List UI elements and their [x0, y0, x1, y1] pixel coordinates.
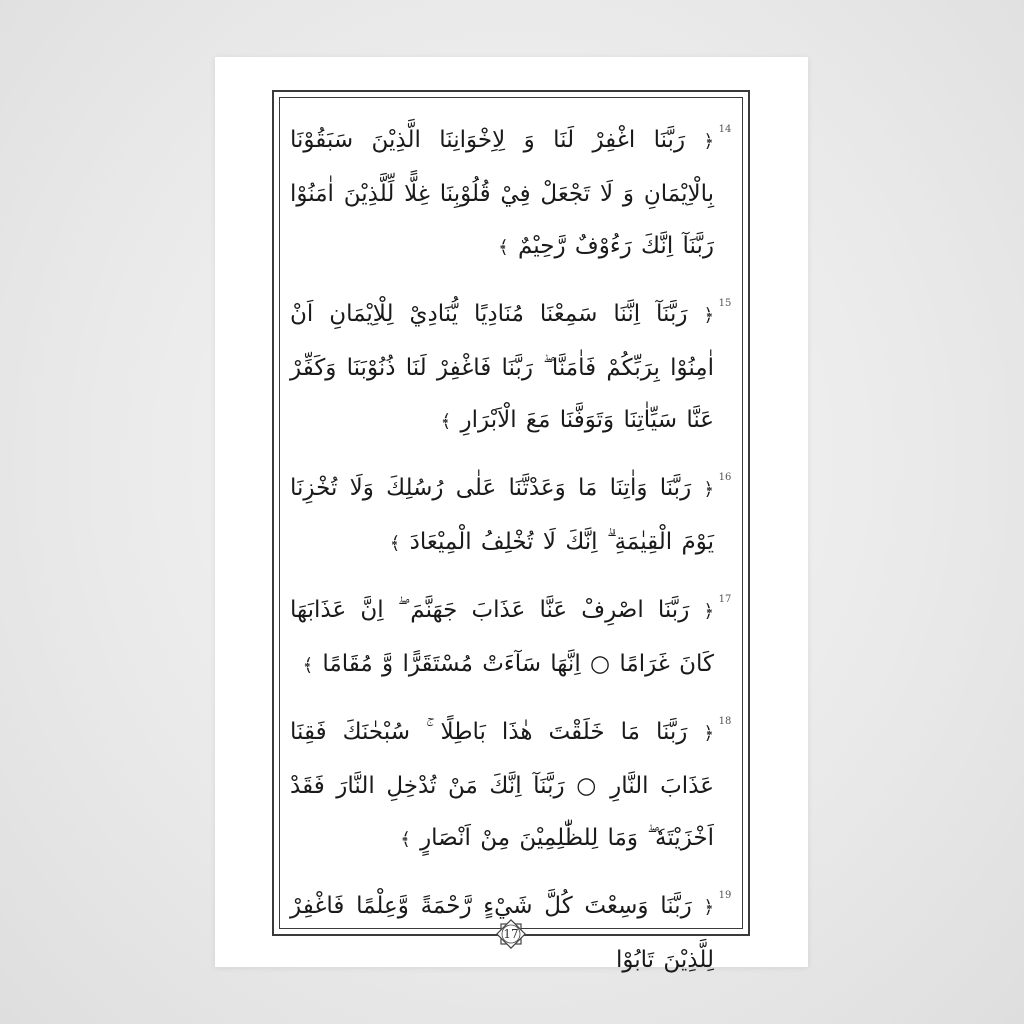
close-bracket: ﴾ [440, 411, 452, 432]
verse-body: رَبَّنَآ اِنَّنَا سَمِعْنَا مُنَادِيًا يُّنَادِيْ لِلْاِيْمَانِ اَنْ اٰمِنُوْا بِرَبِّكُمْ فَاٰمَنَّا ۖ رَبَّنَا فَاغْفِرْ لَنَا ذُنُوْبَنَا وَكَفِّرْ عَنَّا سَيِّاٰتِنَا وَتَوَفَّنَا مَعَ الْاَبْرَارِ [290, 301, 714, 433]
verse-text [290, 584, 714, 692]
open-bracket: ﴿ [703, 897, 714, 918]
verse-body: رَبَّنَا اغْفِرْ لَنَا وَ لِاِخْوَانِنَا الَّذِيْنَ سَبَقُوْنَا بِالْاِيْمَانِ وَ لَا تَجْعَلْ فِيْ قُلُوْبِنَا غِلًّا لِّلَّذِيْنَ اٰمَنُوْا رَبَّنَآ اِنَّكَ رَءُوْفٌ رَّحِيْمٌ [290, 127, 714, 259]
close-bracket: ﴾ [302, 655, 314, 676]
page-number-badge [494, 917, 528, 951]
verse-number: 19 [718, 890, 732, 901]
open-bracket: ﴿ [703, 479, 714, 500]
open-bracket: ﴿ [703, 601, 714, 622]
verse-text [290, 462, 714, 570]
verse-list [290, 114, 732, 973]
open-bracket: ﴿ [703, 305, 714, 326]
verse-14 [290, 114, 732, 274]
verse-text [290, 114, 714, 274]
verse-number: 14 [718, 124, 732, 135]
verse-body: رَبَّنَا مَا خَلَقْتَ هٰذَا بَاطِلًا ۚ سُبْحٰنَكَ فَقِنَا عَذَابَ النَّارِ ○ رَبَّنَآ اِنَّكَ مَنْ تُدْخِلِ النَّارَ فَقَدْ اَخْزَيْتَهٗ ۖ وَمَا لِلظّٰلِمِيْنَ مِنْ اَنْصَارٍ [290, 719, 714, 851]
close-bracket: ﴾ [389, 533, 401, 554]
verse-number: 15 [718, 298, 732, 309]
verse-number: 17 [718, 594, 732, 605]
verse-text [290, 288, 714, 448]
verse-18 [290, 706, 732, 866]
page-number: 17 [503, 927, 519, 941]
verse-body: رَبَّنَا وَسِعْتَ كُلَّ شَيْءٍ رَّحْمَةً وَّعِلْمًا فَاغْفِرْ لِلَّذِيْنَ تَابُوْا [290, 893, 714, 973]
verse-number: 16 [718, 472, 732, 483]
verse-body: رَبَّنَا وَاٰتِنَا مَا وَعَدْتَّنَا عَلٰى رُسُلِكَ وَلَا تُخْزِنَا يَوْمَ الْقِيٰمَةِ ۗ اِنَّكَ لَا تُخْلِفُ الْمِيْعَادَ [290, 475, 714, 555]
verse-15 [290, 288, 732, 448]
verse-16 [290, 462, 732, 570]
open-bracket: ﴿ [703, 131, 714, 152]
page-border-outer [272, 90, 750, 973]
verse-text [290, 706, 714, 866]
close-bracket: ﴾ [498, 237, 509, 258]
book-page [215, 57, 808, 973]
open-bracket: ﴿ [703, 723, 714, 744]
verse-number: 18 [718, 716, 732, 727]
verse-body: رَبَّنَا اصْرِفْ عَنَّا عَذَابَ جَهَنَّمَ ۖ اِنَّ عَذَابَهَا كَانَ غَرَامًا ○ اِنَّهَا سَآءَتْ مُسْتَقَرًّا وَّ مُقَامًا [290, 597, 714, 677]
verse-17 [290, 584, 732, 692]
close-bracket: ﴾ [400, 829, 411, 850]
